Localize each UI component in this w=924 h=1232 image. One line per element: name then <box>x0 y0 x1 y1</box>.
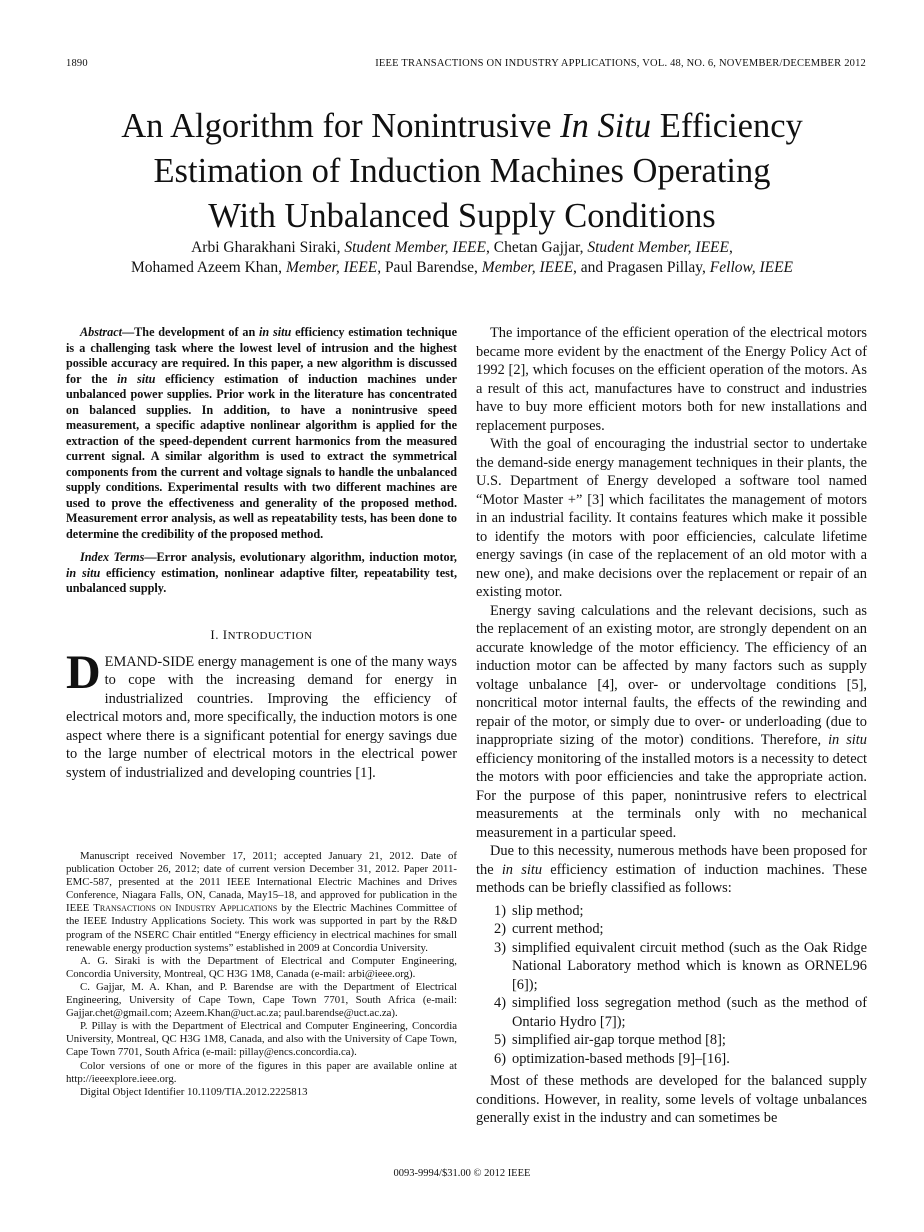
body-paragraph: Most of these methods are developed for the balanced supply conditions. However, in reality, some levels of voltage unbalances generally exist in the industry and can sometimes be <box>476 1073 867 1126</box>
list-text: simplified equivalent circuit method (such as the Oak Ridge National Laboratory method which is known as ORNEL96 [6]); <box>512 939 867 993</box>
body-paragraph <box>476 602 867 843</box>
page-number: 1890 <box>66 58 88 69</box>
title-italic: In Situ <box>560 107 652 145</box>
section-heading <box>66 627 457 643</box>
footnote-affiliation: P. Pillay is with the Department of Electrical and Computer Engineering, Concordia University, Montreal, QC H3G 1M8, Canada, and also with the University of Cape Town, Cape Town 7701, South Africa (e-mail: pillay@encs.concordia.ca). <box>66 1020 457 1059</box>
abstract-text: efficiency estimation technique is a challenging task where the lowest level of intrusion and the highest possible accuracy are required. In this paper, a new algorithm is discussed for the <box>66 325 457 386</box>
index-terms-label: Index Terms <box>80 550 145 564</box>
footnote-text: Manuscript received November 17, 2011; accepted January 21, 2012. Date of publication October 26, 2012; date of current version December 31, 2012. Paper 2011-EMC-587, presented at the 2011 IEEE International Electric Machines and Drives Conference, Niagara Falls, ON, Canada, May15–18, and approved for publication in the IEEE <box>66 850 457 915</box>
body-italic: in situ <box>501 861 543 878</box>
author-role: Student Member, IEEE <box>587 239 729 256</box>
abstract <box>66 325 457 542</box>
author-role: Fellow, IEEE <box>709 259 794 276</box>
title-part: Efficiency <box>651 107 803 145</box>
right-column <box>476 324 867 1128</box>
body-text: Energy saving calculations and the relevant decisions, such as the replacement of an existing motor, are strongly dependent on an accurate knowledge of the motor efficiency. The efficiency of an induction motor can be affected by many factors such as supply voltage unbalance [4], over- or undervoltage conditions [5], noncritical motor internal faults, the effects of the rewinding and repair of the motor, or simply due to over- or underloading (due to inappropriate sizing of the motor) conditions. Therefore, <box>476 602 867 748</box>
list-item <box>476 939 867 995</box>
method-list <box>476 902 867 1069</box>
drop-cap: D <box>66 645 101 699</box>
index-terms-italic: in situ <box>66 565 101 580</box>
author-name: Arbi Gharakhani Siraki, <box>191 239 345 256</box>
intro-paragraph <box>66 645 457 783</box>
section-numeral: I. <box>210 626 220 642</box>
abstract-text: efficiency estimation of induction machines under unbalanced power supplies. Prior work in the literature has concentrated on balanced supplies. In addition, to have a nonintrusive speed measurement, a specific adaptive nonlinear algorithm is applied for the extraction of the speed-dependent current harmonics from the measured current signal. A similar algorithm is used to extract the symmetrical components from the current and voltage signals to handle the unbalanced supply conditions. Experimental results with two different machines are used to prove the effectiveness and generality of the proposed method. Measurement error analysis, as well as repeatability tests, has been done to determine the credibility of the proposed method. <box>66 371 458 541</box>
list-item <box>476 902 867 921</box>
list-text: current method; <box>512 921 604 937</box>
list-number: 5) <box>494 1032 506 1048</box>
footnote <box>66 850 457 1099</box>
author-role: Member, IEEE <box>481 259 574 276</box>
footnote-color-note: Color versions of one or more of the figures in this paper are available online at http://ieeexplore.ieee.org. <box>66 1059 457 1085</box>
abstract-italic: in situ <box>117 371 156 386</box>
author-list <box>40 238 884 278</box>
title-line-2: Estimation of Induction Machines Operating <box>153 152 771 190</box>
list-item <box>476 994 867 1031</box>
list-number: 1) <box>494 902 506 919</box>
section-title-first: I <box>222 626 228 642</box>
author-name: , and Pragasen Pillay, <box>573 259 710 276</box>
body-italic: in situ <box>828 732 867 748</box>
section-title-rest: NTRODUCTION <box>227 629 313 642</box>
list-number: 4) <box>494 995 506 1011</box>
body-text: Due to this necessity, numerous methods have been proposed for the <box>476 843 867 878</box>
title-line-3: With Unbalanced Supply Conditions <box>208 197 716 235</box>
list-text: simplified loss segregation method (such as the method of Ontario Hydro [7]); <box>512 995 867 1030</box>
footnote-journal: Transactions on Industry Applications <box>93 902 278 915</box>
list-number: 2) <box>494 921 506 937</box>
footnote-manuscript <box>66 850 457 955</box>
body-paragraph <box>476 842 867 898</box>
body-text: efficiency estimation of induction machines. These methods can be briefly classified as follows: <box>476 861 867 896</box>
list-item <box>476 1031 867 1050</box>
intro-text: EMAND-SIDE energy management is one of the many ways to cope with the increasing demand for energy in industrialized countries. Improving the efficiency of electrical motors and, more specifically, the induction motors is one aspect where there is a significant potential for energy savings due to the large number of electrical motors in the electrical power system of industrialized and developing countries [1]. <box>66 653 457 781</box>
footnote-affiliation: C. Gajjar, M. A. Khan, and P. Barendse are with the Department of Electrical Engineering, University of Cape Town, Cape Town 7701, South Africa (e-mail: Gajjar.chet@gmail.com; Azeem.Khan@uct.ac.za; paul.barendse@uct.ac.za). <box>66 980 457 1020</box>
index-terms-text: —Error analysis, evolutionary algorithm, induction motor, <box>144 550 457 564</box>
abstract-label: Abstract <box>80 325 122 339</box>
list-number: 6) <box>494 1050 506 1067</box>
footnote-affiliation: A. G. Siraki is with the Department of Electrical and Computer Engineering, Concordia University, Montreal, QC H3G 1M8, Canada (e-mail: arbi@ieee.org). <box>66 954 457 980</box>
author-name: , Chetan Gajjar, <box>485 239 588 256</box>
list-number: 3) <box>494 939 506 956</box>
copyright-footer: 0093-9994/$31.00 © 2012 IEEE <box>393 1168 531 1179</box>
list-text: slip method; <box>512 902 584 919</box>
journal-header: IEEE TRANSACTIONS ON INDUSTRY APPLICATIONS, VOL. 48, NO. 6, NOVEMBER/DECEMBER 2012 <box>375 58 866 69</box>
footnote-text: by the Electric Machines Committee of the IEEE Industry Applications Society. This work was supported in part by the R&D program of the NSERC Chair entitled “Energy efficiency in electrical machines for small renewable energy production systems” established in 2009 at Concordia University. <box>66 902 458 954</box>
title-part: An Algorithm for Nonintrusive <box>121 107 561 145</box>
author-name: Mohamed Azeem Khan, <box>130 259 286 276</box>
index-terms <box>66 550 457 597</box>
abstract-italic: in situ <box>259 325 292 339</box>
list-text: optimization-based methods [9]–[16]. <box>512 1050 730 1067</box>
body-paragraph: With the goal of encouraging the industrial sector to undertake the demand-side energy management techniques in their plants, the U.S. Department of Energy developed a software tool named “Motor Master +” [3] which facilitates the management of motors in an industrial facility. It contains features which make it possible to identify the motors with poor efficiencies, calculate lifetime energy savings (in case of the replacement of an old motor with a new one), and make decisions over the replacement or repair of an existing motor. <box>476 436 867 600</box>
body-text: efficiency monitoring of the installed motors is a necessity to detect the motors with poor efficiencies and take the appropriate action. For the purpose of this paper, nonintrusive refers to electrical measurements at the terminals only with no mechanical measurement in a particular speed. <box>476 750 867 841</box>
author-sep: , <box>729 239 733 256</box>
author-name: , Paul Barendse, <box>377 259 482 276</box>
list-item <box>476 1050 867 1069</box>
paper-title <box>40 104 884 239</box>
index-terms-text: efficiency estimation, nonlinear adaptive filter, repeatability test, unbalanced supply. <box>66 565 457 595</box>
body-paragraph: The importance of the efficient operation of the electrical motors became more evident by the enactment of the Energy Policy Act of 1992 [2], which focuses on the efficient operation of the motors. As a result of this act, manufactures have to construct and industries have to buy more efficient motors both for new installations and replacement purposes. <box>476 325 867 434</box>
abstract-text: —The development of an <box>121 325 260 339</box>
author-role: Student Member, IEEE <box>344 239 486 256</box>
left-column <box>66 325 457 782</box>
list-item <box>476 920 867 939</box>
footnote-doi: Digital Object Identifier 10.1109/TIA.2012.2225813 <box>80 1085 308 1098</box>
author-role: Member, IEEE <box>285 259 378 276</box>
list-text: simplified air-gap torque method [8]; <box>512 1032 726 1048</box>
